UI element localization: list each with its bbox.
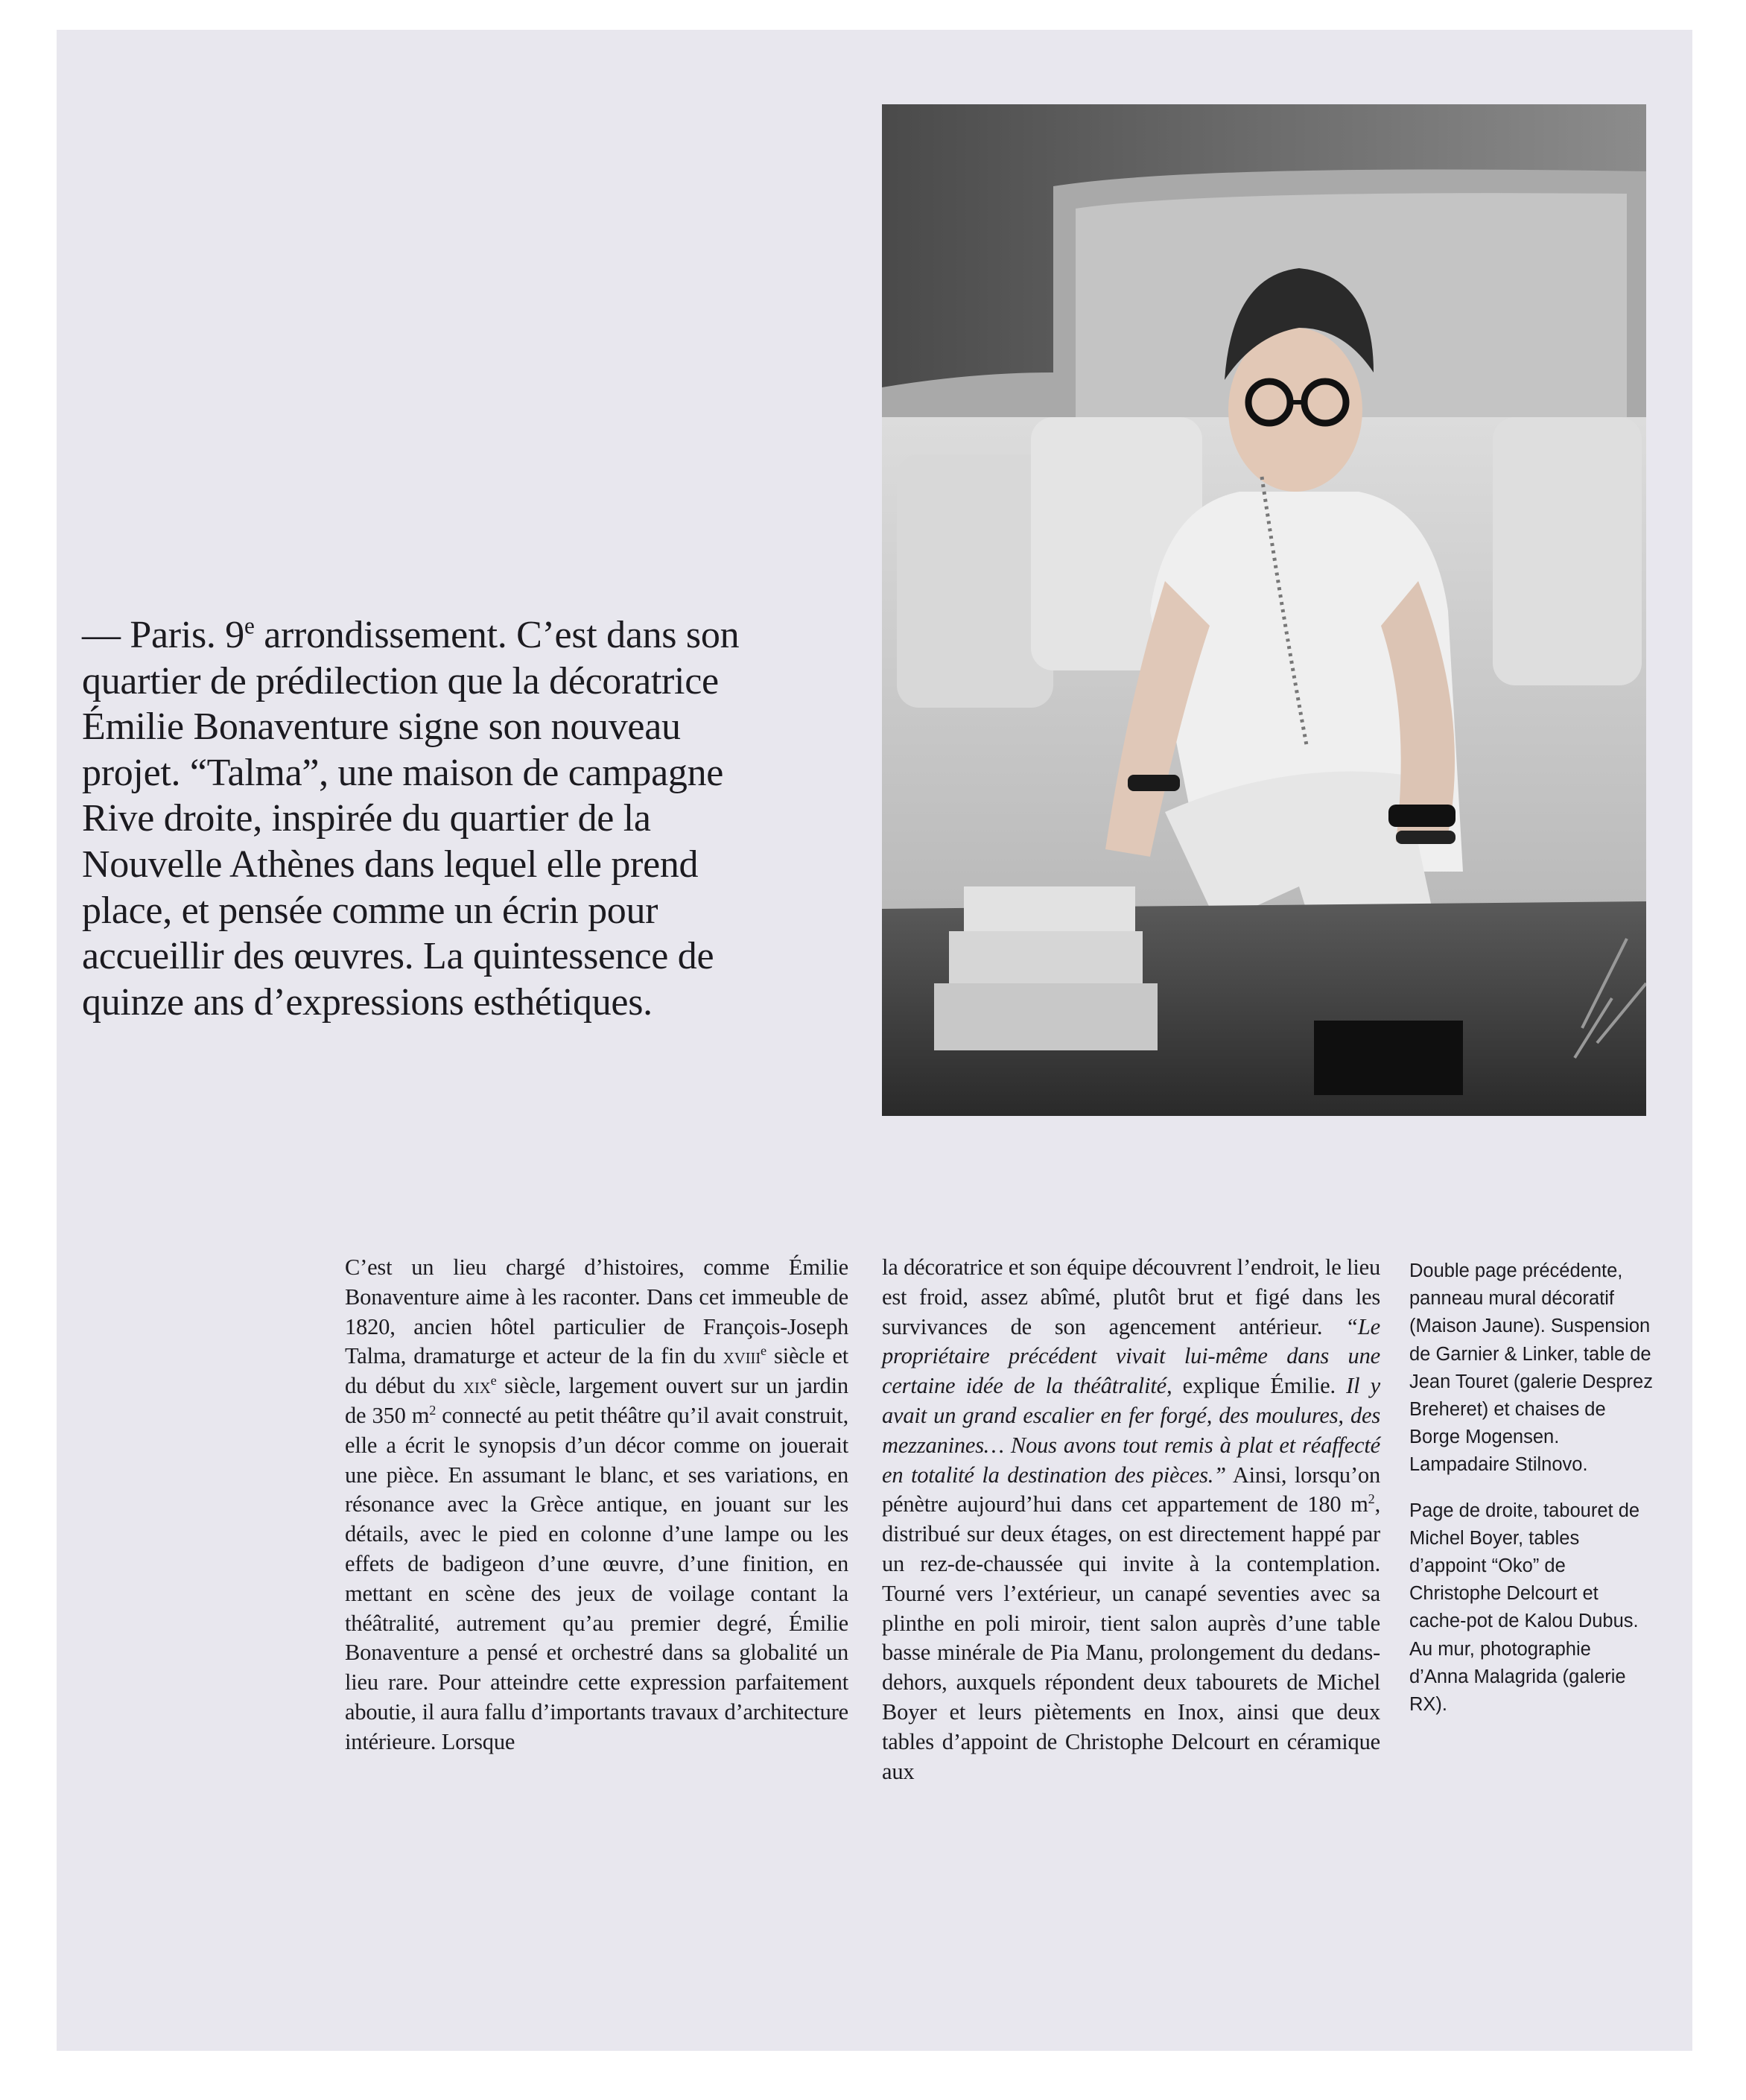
portrait-photo-illustration	[882, 104, 1646, 1116]
area-superscript: 2	[429, 1402, 436, 1418]
body-text: , distribué sur deux étages, on est directement happé par un rez-de-chaussée qui invite à la contemplation. Tourné vers l’extérieur, un canapé seventies avec sa plinthe en poli miroir, tient salon auprès d’une table basse minérale de Pia Manu, prolongement du dedans-dehors, auxquels répondent deux tabourets de Michel Boyer et leurs piètements en Inox, ainsi que deux tables d’appoint de Christophe Delcourt en céramique aux	[882, 1491, 1380, 1784]
century-superscript: e	[761, 1343, 766, 1359]
area-superscript: 2	[1368, 1491, 1375, 1507]
magazine-page	[57, 30, 1692, 2051]
quote-text: Il y avait un grand escalier en fer forgé, des moulures, des mezzanines… Nous avons tout remis à plat et réaffecté en totalité la destination des pièces.”	[882, 1373, 1380, 1488]
body-column-2	[882, 1253, 1380, 1786]
body-text: connecté au petit théâtre qu’il avait construit, elle a écrit le synopsis d’un décor comme on jouerait une pièce. En assumant le blanc, et ses variations, en résonance avec la Grèce antique, en jouant sur les détails, avec le pied en colonne d’une lampe ou les effets de badigeon d’une œuvre, d’une finition, en mettant en scène des jeux de voilage contant la théâtralité, autrement qu’au premier degré, Émilie Bonaventure a pensé et orchestré dans sa globalité un lieu rare. Pour atteindre cette expression parfaitement aboutie, il aura fallu d’importants travaux d’architecture intérieure. Lorsque	[345, 1402, 848, 1754]
portrait-photo	[882, 104, 1646, 1116]
century-numeral: xix	[463, 1373, 491, 1399]
body-text: siècle, largement ouvert sur un jardin de 350 m	[345, 1373, 848, 1428]
photo-caption	[1409, 1257, 1655, 1736]
body-text: la décoratrice et son équipe découvrent l’endroit, le lieu est froid, assez abîmé, plutôt brut et figé dans les survivances de son agencement antérieur.	[882, 1254, 1380, 1339]
body-text: explique Émilie.	[1172, 1373, 1347, 1399]
lead-text-rest: arrondissement. C’est dans son quartier de prédilection que la décoratrice Émilie Bonaventure signe son nouveau projet. “Talma”, une maison de campagne Rive droite, inspirée du quartier de la Nouvelle Athènes dans lequel elle prend place, et pensée comme un écrin pour accueillir des œuvres. La quintessence de quinze ans d’expressions esthétiques.	[82, 614, 740, 1024]
em-dash: —	[82, 614, 121, 656]
caption-previous-spread: Double page précédente, panneau mural décoratif (Maison Jaune). Suspension de Garnier & Linker, table de Jean Touret (galerie Desprez Breheret) et chaises de Borge Mogensen. Lampadaire Stilnovo.	[1409, 1260, 1653, 1476]
body-text: Ainsi, lorsqu’on pénètre aujourd’hui dans cet appartement de 180 m	[882, 1462, 1381, 1517]
body-column-1	[345, 1253, 848, 1757]
ordinal-superscript: e	[244, 612, 255, 639]
lead-paragraph	[82, 612, 752, 1025]
quote-text: “Le propriétaire précédent vivait lui-même dans une certaine idée de la théâtralité,	[882, 1313, 1380, 1399]
lead-text-start: Paris. 9	[120, 614, 245, 656]
century-superscript: e	[490, 1373, 497, 1389]
body-text: C’est un lieu chargé d’histoires, comme Émilie Bonaventure aime à les raconter. Dans cet immeuble de 1820, ancien hôtel particulier de François-Joseph Talma, dramaturge et acteur de la fin du	[345, 1254, 848, 1369]
body-text: siècle et du début du	[345, 1343, 848, 1399]
century-numeral: xviii	[723, 1343, 761, 1369]
caption-right-page: Page de droite, tabouret de Michel Boyer, tables d’appoint “Oko” de Christophe Delcourt et cache-pot de Kalou Dubus. Au mur, photographie d’Anna Malagrida (galerie RX).	[1409, 1500, 1640, 1716]
